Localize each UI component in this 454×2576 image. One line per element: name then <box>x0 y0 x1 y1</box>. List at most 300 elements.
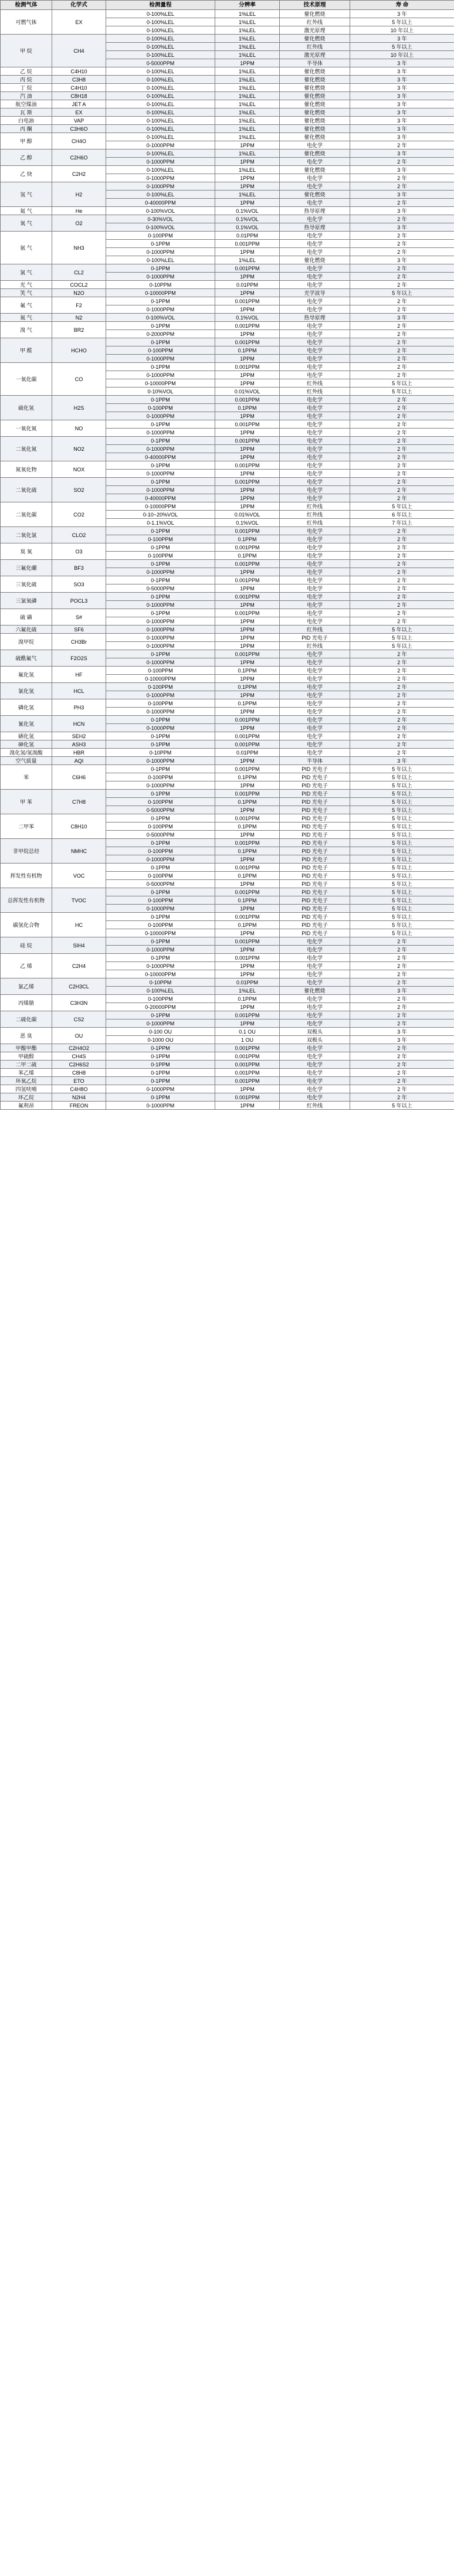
cell-gas-name: 乙 炔 <box>1 166 52 182</box>
cell-range: 0-1PPM <box>106 338 215 346</box>
header-technology: 技术原理 <box>280 1 350 10</box>
cell-lifetime: 5 年以上 <box>350 905 454 913</box>
cell-lifetime: 2 年 <box>350 535 454 543</box>
cell-gas-name: 六氟化硫 <box>1 626 52 634</box>
cell-gas-name: 甲酸甲酯 <box>1 1044 52 1052</box>
cell-range: 0-1PPM <box>106 765 215 773</box>
cell-resolution: 1PPM <box>215 248 280 256</box>
cell-formula: EX <box>52 10 106 35</box>
cell-resolution: 0.01PPM <box>215 978 280 987</box>
cell-lifetime: 2 年 <box>350 609 454 617</box>
cell-resolution: 0.001PPM <box>215 864 280 872</box>
cell-lifetime: 2 年 <box>350 215 454 223</box>
cell-technology: 电化学 <box>280 995 350 1003</box>
cell-technology: 催化燃烧 <box>280 125 350 133</box>
cell-technology: 电化学 <box>280 691 350 699</box>
cell-lifetime: 2 年 <box>350 683 454 691</box>
table-row <box>1 732 454 740</box>
cell-lifetime: 3 年 <box>350 207 454 215</box>
cell-technology: 电化学 <box>280 1044 350 1052</box>
cell-lifetime: 2 年 <box>350 601 454 609</box>
cell-range: 0-1PPM <box>106 1011 215 1019</box>
cell-resolution: 0.001PPM <box>215 338 280 346</box>
cell-technology: 半导体 <box>280 59 350 67</box>
table-row <box>1 100 454 108</box>
header-formula: 化学式 <box>52 1 106 10</box>
cell-gas-name: 苯 <box>1 765 52 790</box>
cell-formula: C7H8 <box>52 790 106 814</box>
table-row <box>1 978 454 987</box>
cell-gas-name: 苯乙烯 <box>1 1069 52 1077</box>
cell-range: 0-1.1%VOL <box>106 519 215 527</box>
cell-gas-name: 氟 气 <box>1 297 52 314</box>
cell-formula: CH3Br <box>52 634 106 650</box>
cell-range: 0-100 OU <box>106 1028 215 1036</box>
cell-gas-name: 二硫化碳 <box>1 1011 52 1028</box>
cell-technology: 电化学 <box>280 716 350 724</box>
cell-range: 0-1PPM <box>106 264 215 273</box>
cell-lifetime: 3 年 <box>350 133 454 141</box>
cell-formula: CH4S <box>52 1052 106 1061</box>
cell-technology: 催化燃烧 <box>280 987 350 995</box>
cell-range: 0-100PPM <box>106 683 215 691</box>
cell-resolution: 1PPM <box>215 617 280 626</box>
cell-resolution: 1PPM <box>215 182 280 191</box>
cell-lifetime: 5 年以上 <box>350 790 454 798</box>
cell-technology: 催化燃烧 <box>280 191 350 199</box>
cell-lifetime: 2 年 <box>350 978 454 987</box>
cell-gas-name: 二甲二硫 <box>1 1061 52 1069</box>
cell-technology: 电化学 <box>280 683 350 691</box>
cell-technology: 电化学 <box>280 322 350 330</box>
cell-technology: 电化学 <box>280 576 350 584</box>
table-body <box>1 10 454 1110</box>
table-row <box>1 117 454 125</box>
table-header-row <box>1 1 454 10</box>
cell-range: 0-10PPM <box>106 281 215 289</box>
cell-lifetime: 3 年 <box>350 35 454 43</box>
cell-formula: SIH4 <box>52 937 106 954</box>
cell-formula: NO <box>52 420 106 437</box>
cell-lifetime: 2 年 <box>350 494 454 502</box>
cell-resolution: 0.001PPM <box>215 437 280 445</box>
cell-range: 0-1PPM <box>106 576 215 584</box>
table-row <box>1 626 454 634</box>
cell-lifetime: 5 年以上 <box>350 18 454 26</box>
cell-lifetime: 2 年 <box>350 232 454 240</box>
cell-range: 0-100%LEL <box>106 10 215 18</box>
cell-range: 0-1PPM <box>106 437 215 445</box>
cell-range: 0-100%LEL <box>106 67 215 76</box>
cell-gas-name: 一氧化碳 <box>1 363 52 396</box>
cell-gas-name: 甲 醛 <box>1 338 52 363</box>
cell-lifetime: 2 年 <box>350 404 454 412</box>
cell-range: 0-10000PPM <box>106 675 215 683</box>
cell-lifetime: 2 年 <box>350 158 454 166</box>
cell-resolution: 0.001PPM <box>215 609 280 617</box>
cell-technology: 电化学 <box>280 461 350 470</box>
cell-technology: 电化学 <box>280 650 350 658</box>
table-row <box>1 84 454 92</box>
cell-formula: N2H4 <box>52 1093 106 1102</box>
cell-technology: 催化燃烧 <box>280 100 350 108</box>
cell-lifetime: 2 年 <box>350 1011 454 1019</box>
cell-gas-name: 二氧化氯 <box>1 527 52 543</box>
cell-lifetime: 2 年 <box>350 543 454 552</box>
cell-lifetime: 5 年以上 <box>350 806 454 814</box>
cell-lifetime: 2 年 <box>350 429 454 437</box>
cell-resolution: 0.001PPM <box>215 716 280 724</box>
cell-resolution: 1%LEL <box>215 67 280 76</box>
cell-range: 0-10000PPM <box>106 929 215 937</box>
cell-resolution: 0.1PPM <box>215 699 280 708</box>
cell-resolution: 0.1PPM <box>215 346 280 355</box>
cell-technology: 电化学 <box>280 371 350 379</box>
cell-range: 0-1000PPM <box>106 757 215 765</box>
cell-formula: CS2 <box>52 1011 106 1028</box>
cell-lifetime: 3 年 <box>350 76 454 84</box>
cell-lifetime: 2 年 <box>350 724 454 732</box>
cell-resolution: 0.1PPM <box>215 847 280 855</box>
cell-resolution: 1PPM <box>215 445 280 453</box>
cell-resolution: 1PPM <box>215 158 280 166</box>
cell-range: 0-100%VOL <box>106 223 215 232</box>
cell-resolution: 0.001PPM <box>215 888 280 896</box>
cell-formula: BF3 <box>52 560 106 576</box>
cell-range: 0-1PPM <box>106 839 215 847</box>
cell-lifetime: 2 年 <box>350 576 454 584</box>
cell-formula: POCL3 <box>52 593 106 609</box>
cell-gas-name: 溴 气 <box>1 322 52 338</box>
cell-lifetime: 2 年 <box>350 199 454 207</box>
cell-range: 0-1000PPM <box>106 1019 215 1028</box>
cell-technology: 光学波导 <box>280 289 350 297</box>
cell-technology: 电化学 <box>280 363 350 371</box>
cell-lifetime: 5 年以上 <box>350 814 454 823</box>
cell-lifetime: 5 年以上 <box>350 43 454 51</box>
cell-formula: PH3 <box>52 699 106 716</box>
cell-technology: 电化学 <box>280 494 350 502</box>
cell-resolution: 1PPM <box>215 601 280 609</box>
cell-range: 0-100%VOL <box>106 314 215 322</box>
cell-lifetime: 2 年 <box>350 330 454 338</box>
cell-resolution: 1PPM <box>215 675 280 683</box>
cell-technology: 电化学 <box>280 264 350 273</box>
cell-range: 0-100%LEL <box>106 92 215 100</box>
cell-technology: 催化燃烧 <box>280 92 350 100</box>
cell-lifetime: 3 年 <box>350 67 454 76</box>
cell-lifetime: 2 年 <box>350 346 454 355</box>
cell-lifetime: 2 年 <box>350 363 454 371</box>
cell-lifetime: 3 年 <box>350 256 454 264</box>
cell-formula: SF6 <box>52 626 106 634</box>
cell-lifetime: 3 年 <box>350 125 454 133</box>
cell-gas-name: 丙 酮 <box>1 125 52 133</box>
cell-technology: PID 光电子 <box>280 896 350 905</box>
cell-technology: 电化学 <box>280 535 350 543</box>
cell-formula: CH4O <box>52 133 106 149</box>
cell-resolution: 1PPM <box>215 946 280 954</box>
cell-range: 0-1PPM <box>106 593 215 601</box>
cell-lifetime: 3 年 <box>350 84 454 92</box>
cell-range: 0-100%LEL <box>106 191 215 199</box>
cell-gas-name: 臭 氧 <box>1 543 52 560</box>
cell-gas-name: 硫酰氟气 <box>1 650 52 667</box>
cell-formula: EX <box>52 108 106 117</box>
cell-resolution: 0.001PPM <box>215 527 280 535</box>
table-row <box>1 1077 454 1085</box>
cell-resolution: 0.001PPM <box>215 765 280 773</box>
cell-lifetime: 3 年 <box>350 1028 454 1036</box>
cell-technology: 电化学 <box>280 527 350 535</box>
cell-lifetime: 2 年 <box>350 437 454 445</box>
cell-range: 0-100%LEL <box>106 117 215 125</box>
cell-range: 0-1PPM <box>106 1044 215 1052</box>
cell-formula: C8H8 <box>52 1069 106 1077</box>
cell-range: 0-100%LEL <box>106 76 215 84</box>
cell-resolution: 0.001PPM <box>215 240 280 248</box>
cell-technology: PID 光电子 <box>280 872 350 880</box>
cell-technology: 电化学 <box>280 1003 350 1011</box>
cell-technology: 电化学 <box>280 199 350 207</box>
cell-technology: 电化学 <box>280 453 350 461</box>
table-row <box>1 314 454 322</box>
cell-range: 0-1000PPM <box>106 905 215 913</box>
cell-gas-name: 溴化氢/氢溴酸 <box>1 749 52 757</box>
cell-lifetime: 2 年 <box>350 322 454 330</box>
cell-gas-name: 碳氢化合物 <box>1 913 52 937</box>
cell-technology: PID 光电子 <box>280 790 350 798</box>
cell-resolution: 1PPM <box>215 371 280 379</box>
cell-resolution: 1PPM <box>215 429 280 437</box>
table-row <box>1 264 454 273</box>
cell-range: 0-1PPM <box>106 913 215 921</box>
cell-formula: N2 <box>52 314 106 322</box>
cell-resolution: 1PPM <box>215 379 280 388</box>
cell-resolution: 1PPM <box>215 568 280 576</box>
cell-lifetime: 3 年 <box>350 117 454 125</box>
cell-gas-name: 硒化氢 <box>1 732 52 740</box>
cell-technology: 电化学 <box>280 355 350 363</box>
cell-gas-name: 笑 气 <box>1 289 52 297</box>
cell-resolution: 1PPM <box>215 962 280 970</box>
cell-resolution: 1PPM <box>215 1085 280 1093</box>
cell-lifetime: 3 年 <box>350 757 454 765</box>
cell-lifetime: 2 年 <box>350 1003 454 1011</box>
cell-gas-name: 可燃气体 <box>1 10 52 35</box>
cell-resolution: 1%LEL <box>215 133 280 141</box>
cell-technology: 电化学 <box>280 248 350 256</box>
cell-range: 0-5000PPM <box>106 806 215 814</box>
cell-gas-name: 二氧化硫 <box>1 478 52 502</box>
cell-resolution: 1PPM <box>215 855 280 864</box>
cell-gas-name: 甲硫醇 <box>1 1052 52 1061</box>
cell-resolution: 1PPM <box>215 305 280 314</box>
cell-range: 0-100PPM <box>106 921 215 929</box>
cell-formula: H2S <box>52 396 106 420</box>
table-row <box>1 576 454 584</box>
cell-range: 0-1PPM <box>106 1077 215 1085</box>
cell-range: 0-100PPM <box>106 232 215 240</box>
cell-range: 0-1000PPM <box>106 617 215 626</box>
table-row <box>1 560 454 568</box>
cell-technology: 电化学 <box>280 732 350 740</box>
cell-technology: PID 光电子 <box>280 888 350 896</box>
cell-range: 0-5000PPM <box>106 584 215 593</box>
cell-technology: 催化燃烧 <box>280 108 350 117</box>
cell-resolution: 0.001PPM <box>215 478 280 486</box>
cell-lifetime: 2 年 <box>350 970 454 978</box>
cell-range: 0-1000PPM <box>106 158 215 166</box>
cell-range: 0-1000PPM <box>106 273 215 281</box>
cell-gas-name: 甲 醇 <box>1 133 52 149</box>
cell-technology: 电化学 <box>280 675 350 683</box>
cell-formula: JET A <box>52 100 106 108</box>
cell-resolution: 1PPM <box>215 412 280 420</box>
cell-technology: 催化燃烧 <box>280 133 350 141</box>
cell-technology: 电化学 <box>280 1052 350 1061</box>
cell-resolution: 1PPM <box>215 626 280 634</box>
cell-technology: PID 光电子 <box>280 855 350 864</box>
cell-lifetime: 5 年以上 <box>350 913 454 921</box>
cell-formula: HC <box>52 913 106 937</box>
cell-lifetime: 2 年 <box>350 675 454 683</box>
cell-technology: 电化学 <box>280 1019 350 1028</box>
gas-detection-table <box>0 0 454 1110</box>
cell-range: 0-100PPM <box>106 535 215 543</box>
cell-lifetime: 5 年以上 <box>350 888 454 896</box>
cell-resolution: 1PPM <box>215 708 280 716</box>
cell-range: 0-10~20%VOL <box>106 511 215 519</box>
cell-range: 0-1PPM <box>106 1069 215 1077</box>
cell-formula: HCL <box>52 683 106 699</box>
cell-lifetime: 2 年 <box>350 1093 454 1102</box>
cell-resolution: 0.1PPM <box>215 404 280 412</box>
cell-resolution: 0.001PPM <box>215 593 280 601</box>
cell-technology: 双极头 <box>280 1036 350 1044</box>
cell-gas-name: 甲 苯 <box>1 790 52 814</box>
cell-formula: C2H6O <box>52 149 106 166</box>
table-row <box>1 1061 454 1069</box>
cell-formula: VAP <box>52 117 106 125</box>
cell-resolution: 1%LEL <box>215 43 280 51</box>
cell-technology: PID 光电子 <box>280 905 350 913</box>
cell-formula: NOX <box>52 461 106 478</box>
cell-technology: 红外线 <box>280 519 350 527</box>
cell-lifetime: 5 年以上 <box>350 831 454 839</box>
cell-range: 0-100PPM <box>106 995 215 1003</box>
table-row <box>1 888 454 896</box>
cell-resolution: 1PPM <box>215 486 280 494</box>
cell-resolution: 0.1PPM <box>215 773 280 781</box>
cell-resolution: 1PPM <box>215 502 280 511</box>
cell-gas-name: 乙 烷 <box>1 67 52 76</box>
cell-resolution: 0.001PPM <box>215 1093 280 1102</box>
cell-technology: 激光原理 <box>280 26 350 35</box>
cell-range: 0-100PPM <box>106 896 215 905</box>
cell-technology: 电化学 <box>280 429 350 437</box>
cell-resolution: 0.1PPM <box>215 995 280 1003</box>
cell-range: 0-100%LEL <box>106 35 215 43</box>
table-row <box>1 765 454 773</box>
cell-range: 0-10000PPM <box>106 379 215 388</box>
cell-lifetime: 2 年 <box>350 617 454 626</box>
cell-gas-name: 砷化氢 <box>1 740 52 749</box>
cell-technology: PID 光电子 <box>280 806 350 814</box>
cell-resolution: 0.001PPM <box>215 839 280 847</box>
cell-gas-name: 一氧化氮 <box>1 420 52 437</box>
table-row <box>1 814 454 823</box>
cell-technology: 红外线 <box>280 626 350 634</box>
cell-lifetime: 2 年 <box>350 716 454 724</box>
table-row <box>1 527 454 535</box>
cell-technology: 热导原理 <box>280 314 350 322</box>
table-row <box>1 149 454 158</box>
cell-gas-name: 空气质量 <box>1 757 52 765</box>
cell-resolution: 0.1%VOL <box>215 215 280 223</box>
cell-technology: PID 光电子 <box>280 921 350 929</box>
cell-range: 0-100PPM <box>106 798 215 806</box>
cell-gas-name: 氮氧化物 <box>1 461 52 478</box>
table-row <box>1 322 454 330</box>
table-row <box>1 995 454 1003</box>
cell-formula: SO2 <box>52 478 106 502</box>
table-row <box>1 1028 454 1036</box>
cell-formula: CH4 <box>52 35 106 67</box>
cell-resolution: 0.01%VOL <box>215 511 280 519</box>
cell-gas-name: 乙 烯 <box>1 954 52 978</box>
cell-formula: NH3 <box>52 232 106 264</box>
cell-range: 0-100%LEL <box>106 987 215 995</box>
cell-resolution: 1%LEL <box>215 987 280 995</box>
cell-lifetime: 2 年 <box>350 305 454 314</box>
cell-resolution: 0.001PPM <box>215 790 280 798</box>
header-range: 检测量程 <box>106 1 215 10</box>
cell-range: 0-1PPM <box>106 790 215 798</box>
cell-gas-name: 瓦 斯 <box>1 108 52 117</box>
table-row <box>1 461 454 470</box>
cell-lifetime: 2 年 <box>350 264 454 273</box>
cell-lifetime: 2 年 <box>350 658 454 667</box>
cell-technology: 热导原理 <box>280 207 350 215</box>
cell-range: 0-10000PPM <box>106 502 215 511</box>
table-row <box>1 297 454 305</box>
cell-range: 0-1PPM <box>106 1093 215 1102</box>
cell-technology: 电化学 <box>280 552 350 560</box>
cell-resolution: 0.001PPM <box>215 1061 280 1069</box>
cell-lifetime: 2 年 <box>350 946 454 954</box>
cell-lifetime: 3 年 <box>350 10 454 18</box>
cell-range: 0-5000PPM <box>106 59 215 67</box>
cell-lifetime: 6 年以上 <box>350 511 454 519</box>
cell-technology: 催化燃烧 <box>280 117 350 125</box>
cell-range: 0-5000PPM <box>106 880 215 888</box>
cell-lifetime: 3 年 <box>350 100 454 108</box>
cell-gas-name: 氰化氢 <box>1 716 52 732</box>
cell-resolution: 1%LEL <box>215 35 280 43</box>
cell-resolution: 1PPM <box>215 453 280 461</box>
cell-formula: He <box>52 207 106 215</box>
cell-lifetime: 3 年 <box>350 987 454 995</box>
cell-formula: C4H8O <box>52 1085 106 1093</box>
cell-resolution: 1PPM <box>215 470 280 478</box>
cell-resolution: 0.1PPM <box>215 667 280 675</box>
cell-lifetime: 2 年 <box>350 937 454 946</box>
cell-resolution: 1PPM <box>215 905 280 913</box>
cell-resolution: 0.001PPM <box>215 740 280 749</box>
cell-range: 0-10PPM <box>106 749 215 757</box>
cell-technology: 电化学 <box>280 658 350 667</box>
